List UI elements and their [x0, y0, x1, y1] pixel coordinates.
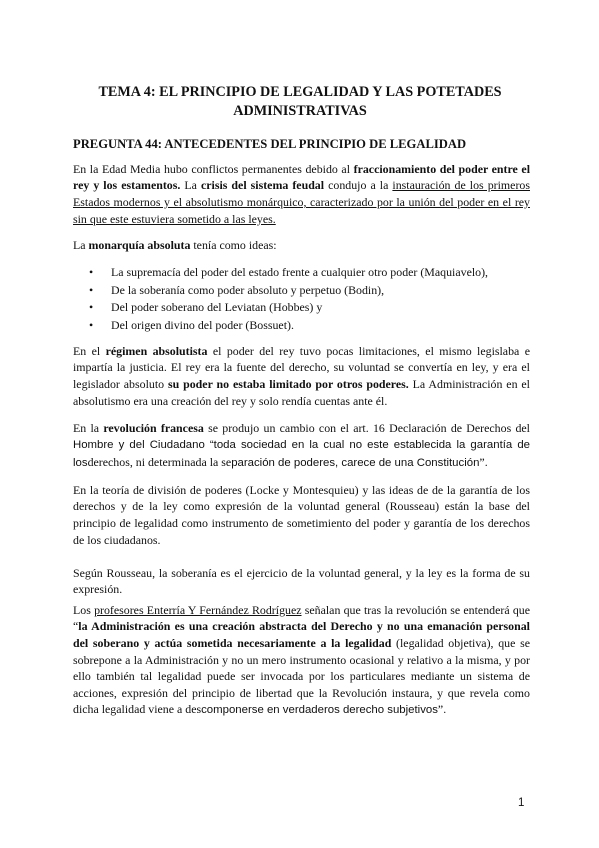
list-item: [73, 299, 533, 317]
list-item: [73, 317, 533, 335]
text: Los: [73, 602, 95, 617]
text: En la: [73, 420, 104, 435]
list-item: [73, 264, 533, 282]
quoted-text: Hombre y del Ciudadano “toda sociedad en la cual no este establecida la garantía de los: [73, 439, 530, 470]
text: el poder del rey tuvo pocas limitaciones, el mismo legislaba e impartía la justicia. El rey era la fuente del derecho, su voluntad se convertía en ley, y era el legislador absoluto: [73, 343, 530, 392]
bold-text: régimen absolutista: [105, 343, 208, 358]
document-title: [80, 83, 520, 121]
bold-text: su poder no estaba limitado por otros poderes.: [167, 377, 409, 392]
list-item-text: Del poder soberano del Leviatan (Hobbes) y: [111, 300, 323, 315]
text: La: [180, 178, 201, 193]
bullet-icon: •: [89, 265, 94, 279]
text: En el: [73, 343, 106, 358]
text: (legalidad objetiva), que se sobrepone a la Administración y no un mero instrumento ocasional y relativo a la misma, y por ello también tal legalidad puede ser invocada por los particulares mediante un sistema de acciones, expresión del principio de libertad que la Revolución instaura, y que revela como dicha legalidad viene a des: [73, 636, 530, 717]
list-item-text: De la soberanía como poder absoluto y perpetuo (Bodin),: [111, 282, 385, 297]
title-line-1: TEMA 4: EL PRINCIPIO DE LEGALIDAD Y LAS POTETADES: [98, 84, 502, 100]
question-heading: PREGUNTA 44: ANTECEDENTES DEL PRINCIPIO DE LEGALIDAD: [73, 137, 467, 151]
text: ”.: [479, 455, 488, 470]
bold-text: monarquía absoluta: [88, 237, 191, 252]
bullet-icon: •: [89, 300, 94, 315]
title-line-2: ADMINISTRATIVAS: [233, 103, 367, 119]
text: condujo a la: [324, 178, 393, 193]
paragraph-edad-media: [73, 161, 530, 227]
text: La Administración en el absolutismo era una creación del rey y solo rendía cuentas ante él.: [73, 377, 530, 408]
quoted-text: paración de poderes, carece de una Constitución: [231, 457, 480, 470]
paragraph-monarquia: [73, 237, 530, 254]
bold-text: crisis del sistema feudal: [200, 178, 325, 193]
text: señalan que tras la revolución se entenderá que “: [73, 602, 530, 634]
bullet-icon: •: [89, 317, 94, 332]
text: derechos, ni determinada la se: [87, 455, 232, 470]
underlined-text: instauración de los primeros Estados modernos y el absolutismo monárquico, caracterizado por la unión del poder en el rey sin que este estuviera sometido a las leyes.: [73, 178, 530, 226]
paragraph-revolucion-francesa: [73, 420, 530, 472]
bold-text: fraccionamiento del poder entre el rey y los estamentos.: [73, 161, 530, 193]
bold-text: revolución francesa: [103, 420, 204, 435]
text: La: [73, 237, 89, 252]
quoted-text: componerse en verdaderos derecho subjetivos: [201, 704, 438, 717]
text: se produjo un cambio con el art. 16 Declaración de Derechos del: [203, 420, 530, 435]
paragraph-rousseau: Según Rousseau, la soberanía es el ejercicio de la voluntad general, y la ley es la forma de su expresión.: [73, 565, 530, 597]
text: tenía como ideas:: [190, 237, 277, 252]
underlined-text: profesores Enterría Y Fernández Rodríguez: [94, 602, 302, 617]
text: En la Edad Media hubo conflictos permanentes debido al: [73, 161, 354, 176]
text: ”.: [437, 702, 447, 717]
paragraph-regimen-absolutista: [73, 343, 530, 409]
list-item: [73, 282, 533, 300]
list-item-text: La supremacía del poder del estado frente a cualquier otro poder (Maquiavelo),: [111, 265, 489, 279]
list-item-text: Del origen divino del poder (Bossuet).: [111, 317, 294, 332]
paragraph-division-poderes: En la teoría de división de poderes (Locke y Montesquieu) y las ideas de de la garantía de los derechos y de la ley como expresión de la voluntad general (Rousseau) están la base del principio de legalidad como instrumento de sometimiento del poder y garantía de los derechos de los ciudadanos.: [73, 482, 530, 547]
paragraph-enterria: [73, 602, 530, 719]
page-number: 1: [518, 797, 525, 809]
bullet-icon: •: [89, 282, 94, 297]
ideas-list: [73, 264, 533, 334]
bold-text: la Administración es una creación abstracta del Derecho y no una emanación personal del soberano y actúa sometida necesariamente a la legalidad: [73, 619, 530, 651]
